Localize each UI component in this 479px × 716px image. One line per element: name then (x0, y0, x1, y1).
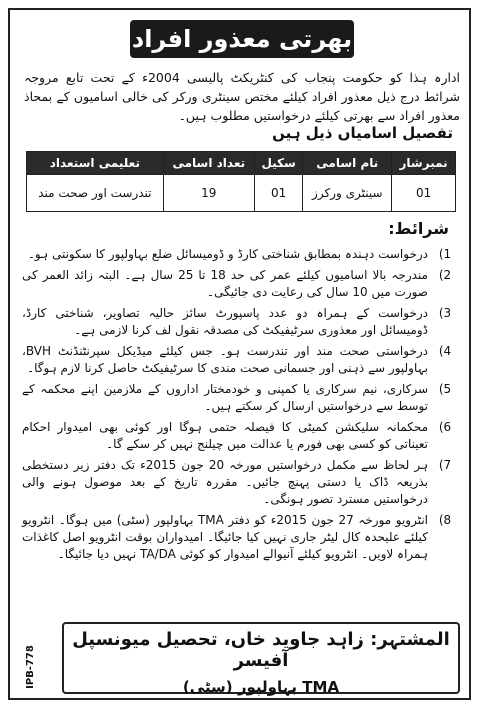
posts-heading: تفصیل اسامیاں ذیل ہیں (272, 124, 453, 142)
list-item (22, 381, 462, 415)
col-serial: نمبرشار (392, 152, 456, 175)
condition-text: درخواست دہندہ بمطابق شناختی کارڈ و ڈومیسائل ضلع بہاولپور کا سکونتی ہو۔ (27, 247, 428, 261)
condition-text: درخواستی صحت مند اور تندرست ہو۔ جس کیلئے میڈیکل سپرنٹنڈنٹ BVH، بہاولپور سے ذہنی اور جسمانی صحت مندی کا سرٹیفیکٹ حاصل کرنا لازم ہوگا۔ (22, 344, 428, 375)
advertiser-name: المشتہر: زاہد جاوید خاں، تحصیل میونسپل آفیسر (72, 629, 450, 671)
condition-text: ہر لحاظ سے مکمل درخواستیں مورخہ 20 جون 2015ء تک دفتر زیر دستخطی بذریعہ ڈاک یا دستی پہنچ جائیں۔ مقررہ تاریخ کے بعد موصول ہونے والی درخواستیں مسترد تصور ہونگی۔ (22, 458, 428, 506)
col-qualification: تعلیمی استعداد (27, 152, 164, 175)
conditions-list (22, 246, 462, 567)
condition-text: مندرجہ بالا اسامیوں کیلئے عمر کی حد 18 تا 25 سال ہے۔ البتہ زائد العمر کی صورت میں 10 سال کی رعایت دی جائیگی۔ (22, 268, 428, 299)
list-item (22, 419, 462, 453)
cell-serial: 01 (392, 175, 456, 212)
advertiser-office: TMA بہاولپور (سٹی) (182, 678, 340, 696)
job-advertisement (8, 8, 471, 700)
list-item (22, 457, 462, 508)
col-scale: سکیل (254, 152, 302, 175)
cell-count: 19 (163, 175, 254, 212)
intro-paragraph: ادارہ ہذا کو حکومت پنجاب کی کنٹریکٹ پالیسی 2004ء کے تحت تابع مروجہ شرائط درج ذیل معذور افراد کیلئے مختص سینٹری ورکر کی خالی اسامیوں کے بمحاذ معذور افراد سے بھرتی کیلئے درخواستیں مطلوب ہیں۔ (24, 70, 460, 123)
ad-code: IPB-778 (25, 645, 36, 689)
ad-title (130, 20, 354, 58)
condition-number: (4 (438, 344, 452, 358)
ad-title-text: بھرتی معذور افراد (131, 25, 353, 53)
col-post-name: نام اسامی (303, 152, 392, 175)
condition-text: انٹرویو مورخہ 27 جون 2015ء کو دفتر TMA بہاولپور (سٹی) میں ہوگا۔ انٹرویو کیلئے علیحدہ کال لیٹر جاری نہیں کیا جائیگا۔ امیدواران بوقت انٹرویو اصل کاغذات ہمراہ لاویں۔ انٹرویو کیلئے آنیوالے امیدوار کو کوئی TA/DA نہیں دیا جائیگا۔ (22, 513, 429, 561)
posts-table-header-row (27, 152, 456, 175)
cell-qualification: تندرست اور صحت مند (27, 175, 164, 212)
conditions-heading: شرائط: (388, 219, 449, 238)
condition-number: (8 (438, 513, 452, 527)
condition-number: (5 (438, 382, 452, 396)
list-item (22, 305, 462, 339)
condition-text: محکمانہ سلیکشن کمیٹی کا فیصلہ حتمی ہوگا اور کوئی بھی امیدوار احکام تعیناتی کو کسی بھی فورم یا عدالت میں چیلنج نہیں کر سکے گا۔ (22, 420, 428, 451)
condition-number: (2 (438, 268, 452, 282)
list-item (22, 267, 462, 301)
list-item (22, 246, 462, 263)
condition-text: سرکاری، نیم سرکاری یا کمپنی و خودمختار اداروں کے ملازمین اپنے محکمہ کے توسط سے درخواستیں ارسال کر سکتے ہیں۔ (22, 382, 428, 413)
condition-number: (3 (438, 306, 452, 320)
condition-number: (7 (438, 458, 452, 472)
col-count: تعداد اسامی (163, 152, 254, 175)
cell-post-name: سینٹری ورکرز (303, 175, 392, 212)
advertiser-box (62, 622, 460, 694)
condition-number: (6 (438, 420, 452, 434)
condition-number: (1 (438, 247, 452, 261)
list-item (22, 512, 462, 563)
cell-scale: 01 (254, 175, 302, 212)
posts-table (26, 151, 456, 212)
list-item (22, 343, 462, 377)
condition-text: درخواست کے ہمراہ دو عدد پاسپورٹ سائز حالیہ تصاویر، شناختی کارڈ، ڈومیسائل اور معذوری سرٹیفیکٹ کی مصدقہ نقول لف کرنا لازمی ہے۔ (22, 306, 428, 337)
table-row (27, 175, 456, 212)
